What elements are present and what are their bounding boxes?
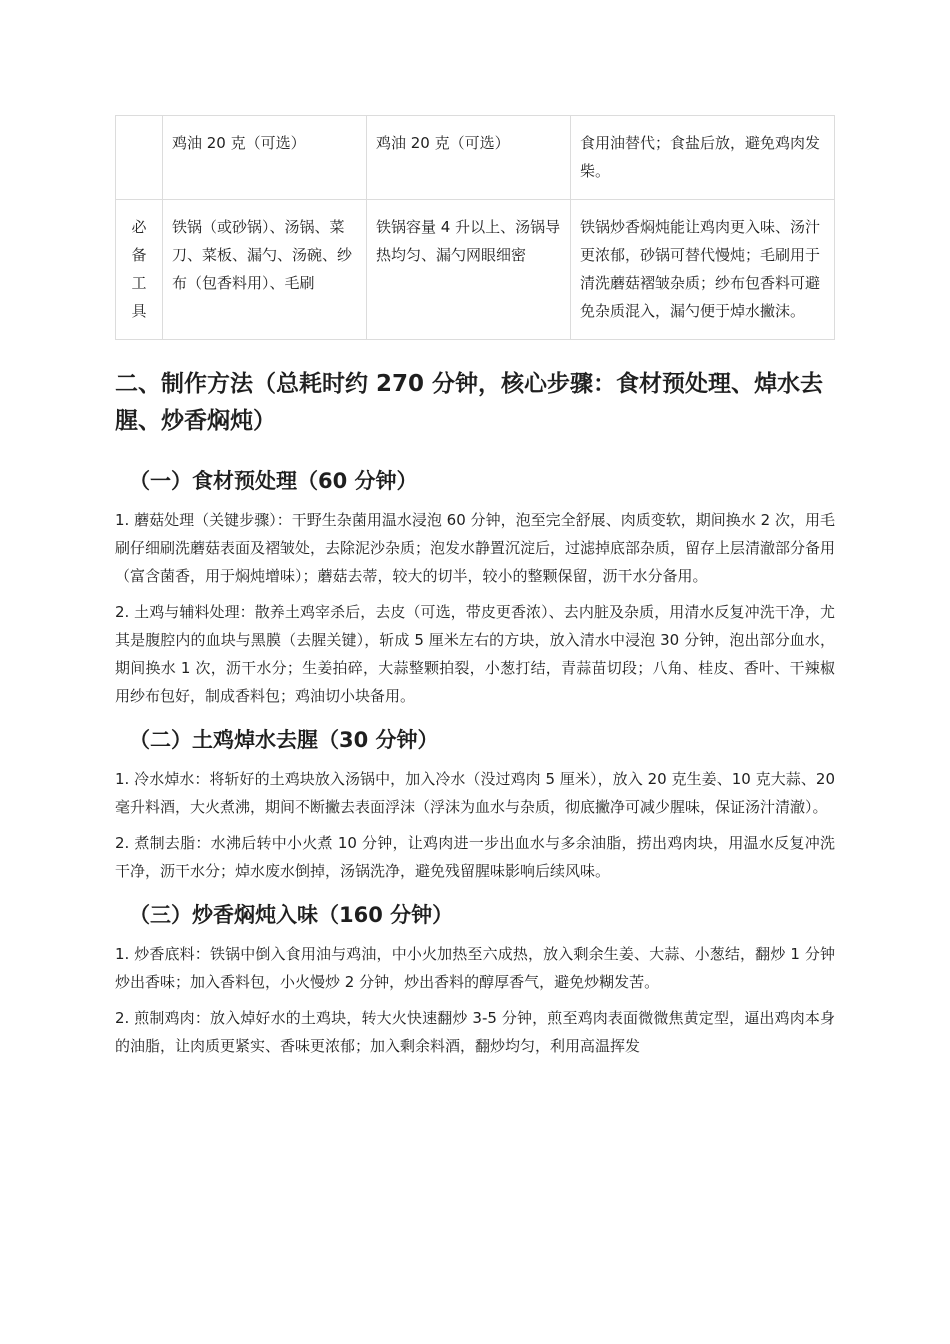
paragraph: 2. 煎制鸡肉：放入焯好水的土鸡块，转大火快速翻炒 3-5 分钟，煎至鸡肉表面微微焦黄定型，逼出鸡肉本身的油脂，让肉质更紧实、香味更浓郁；加入剩余料酒，翻炒均匀，利用高温挥发 bbox=[115, 1009, 835, 1055]
table-cell: 铁锅炒香焖炖能让鸡肉更入味、汤汁更浓郁，砂锅可替代慢炖；毛刷用于清洗蘑菇褶皱杂质；纱布包香料可避免杂质混入，漏勺便于焯水撇沫。 bbox=[571, 200, 835, 340]
paragraph: 1. 蘑菇处理（关键步骤）：干野生杂菌用温水浸泡 60 分钟，泡至完全舒展、肉质变软，期间换水 2 次，用毛刷仔细刷洗蘑菇表面及褶皱处，去除泥沙杂质；泡发水静置沉淀后，过滤掉底部杂质，留存上层清澈部分备用（富含菌香，用于焖炖增味）；蘑菇去蒂，较大的切半，较小的整颗保留，沥干水分备用。 bbox=[115, 511, 836, 585]
section-heading: 二、制作方法（总耗时约 270 分钟，核心步骤：食材预处理、焯水去腥、炒香焖炖） bbox=[115, 371, 824, 434]
table-cell: 铁锅（或砂锅）、汤锅、菜刀、菜板、漏勺、汤碗、纱布（包香料用）、毛刷 bbox=[163, 200, 367, 340]
table-row-label-cell: 必备工具 bbox=[116, 200, 163, 340]
table-cell: 鸡油 20 克（可选） bbox=[163, 116, 367, 200]
table-row bbox=[116, 200, 835, 340]
table-row-label-cell bbox=[116, 116, 163, 200]
subsection-heading: （二）土鸡焯水去腥（30 分钟） bbox=[129, 728, 439, 752]
table-cell: 铁锅容量 4 升以上、汤锅导热均匀、漏勺网眼细密 bbox=[367, 200, 571, 340]
subsection-heading: （三）炒香焖炖入味（160 分钟） bbox=[129, 903, 454, 927]
paragraph: 2. 煮制去脂：水沸后转中小火煮 10 分钟，让鸡肉进一步出血水与多余油脂，捞出鸡肉块，用温水反复冲洗干净，沥干水分；焯水废水倒掉，汤锅洗净，避免残留腥味影响后续风味。 bbox=[115, 834, 835, 880]
paragraph: 1. 冷水焯水：将斩好的土鸡块放入汤锅中，加入冷水（没过鸡肉 5 厘米），放入 20 克生姜、10 克大蒜、20 毫升料酒，大火煮沸，期间不断撇去表面浮沫（浮沫为血水与杂质，彻底撇净可减少腥味，保证汤汁清澈）。 bbox=[115, 770, 835, 816]
ingredients-table bbox=[115, 115, 835, 340]
table-row bbox=[116, 116, 835, 200]
paragraph: 1. 炒香底料：铁锅中倒入食用油与鸡油，中小火加热至六成热，放入剩余生姜、大蒜、小葱结，翻炒 1 分钟炒出香味；加入香料包，小火慢炒 2 分钟，炒出香料的醇厚香气，避免炒糊发苦。 bbox=[115, 945, 835, 991]
paragraph: 2. 土鸡与辅料处理：散养土鸡宰杀后，去皮（可选，带皮更香浓）、去内脏及杂质，用清水反复冲洗干净，尤其是腹腔内的血块与黑膜（去腥关键），斩成 5 厘米左右的方块，放入清水中浸泡 30 分钟，泡出部分血水，期间换水 1 次，沥干水分；生姜拍碎，大蒜整颗拍裂，小葱打结，青蒜苗切段；八角、桂皮、香叶、干辣椒用纱布包好，制成香料包；鸡油切小块备用。 bbox=[115, 603, 835, 705]
subsection-heading: （一）食材预处理（60 分钟） bbox=[129, 469, 418, 493]
table-cell: 食用油替代；食盐后放，避免鸡肉发柴。 bbox=[571, 116, 835, 200]
table-cell: 鸡油 20 克（可选） bbox=[367, 116, 571, 200]
document-page bbox=[115, 115, 835, 1060]
